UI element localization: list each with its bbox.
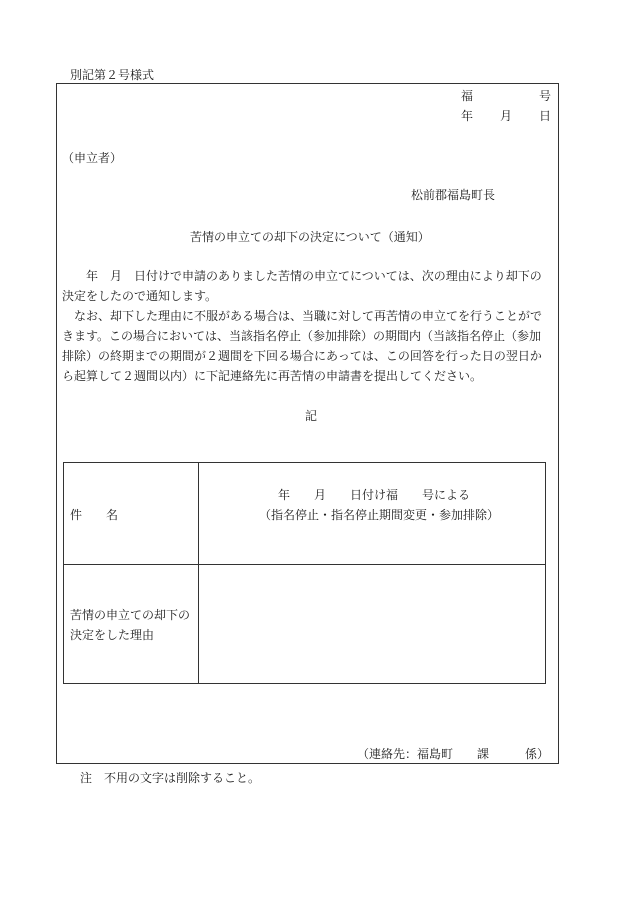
form-label: 別記第２号様式 xyxy=(70,68,155,82)
document-date: 年 月 日 xyxy=(461,109,553,123)
contact-info: （連絡先：福島町 課 係） xyxy=(357,747,550,761)
body-paragraph-1: 年 月 日付けで申請のありました苦情の申立てについては、次の理由により却下の決定をしたので通知します。 xyxy=(62,269,542,303)
subject-line-1: 年 月 日付け福 号による xyxy=(278,488,471,502)
footnote: 注 不用の文字は削除すること。 xyxy=(80,771,261,785)
subject-line-2: （指名停止・指名停止期間変更・参加排除） xyxy=(259,508,500,522)
notice-title: 苦情の申立ての却下の決定について（通知） xyxy=(190,230,430,244)
reason-label: 苦情の申立ての却下の決定をした理由 xyxy=(70,608,191,642)
table-column-divider xyxy=(198,463,199,683)
table-row-divider xyxy=(64,564,545,565)
subject-table xyxy=(63,462,546,684)
document-number: 福 号 xyxy=(461,89,553,103)
ki-heading: 記 xyxy=(305,409,318,423)
issuer-name: 松前郡福島町長 xyxy=(411,188,496,202)
applicant-label: （申立者） xyxy=(62,151,123,165)
body-paragraph-2: なお、却下した理由に不服がある場合は、当職に対して再苦情の申立てを行うことができます。この場合においては、当該指名停止（参加排除）の期間内（当該指名停止（参加排除）の終期までの期間が２週間を下回る場合にあっては、この回答を行った日の翌日から起算して２週間以内）に下記連絡先に再苦情の申請書を提出してください。 xyxy=(62,309,543,383)
subject-label: 件 名 xyxy=(70,508,119,522)
